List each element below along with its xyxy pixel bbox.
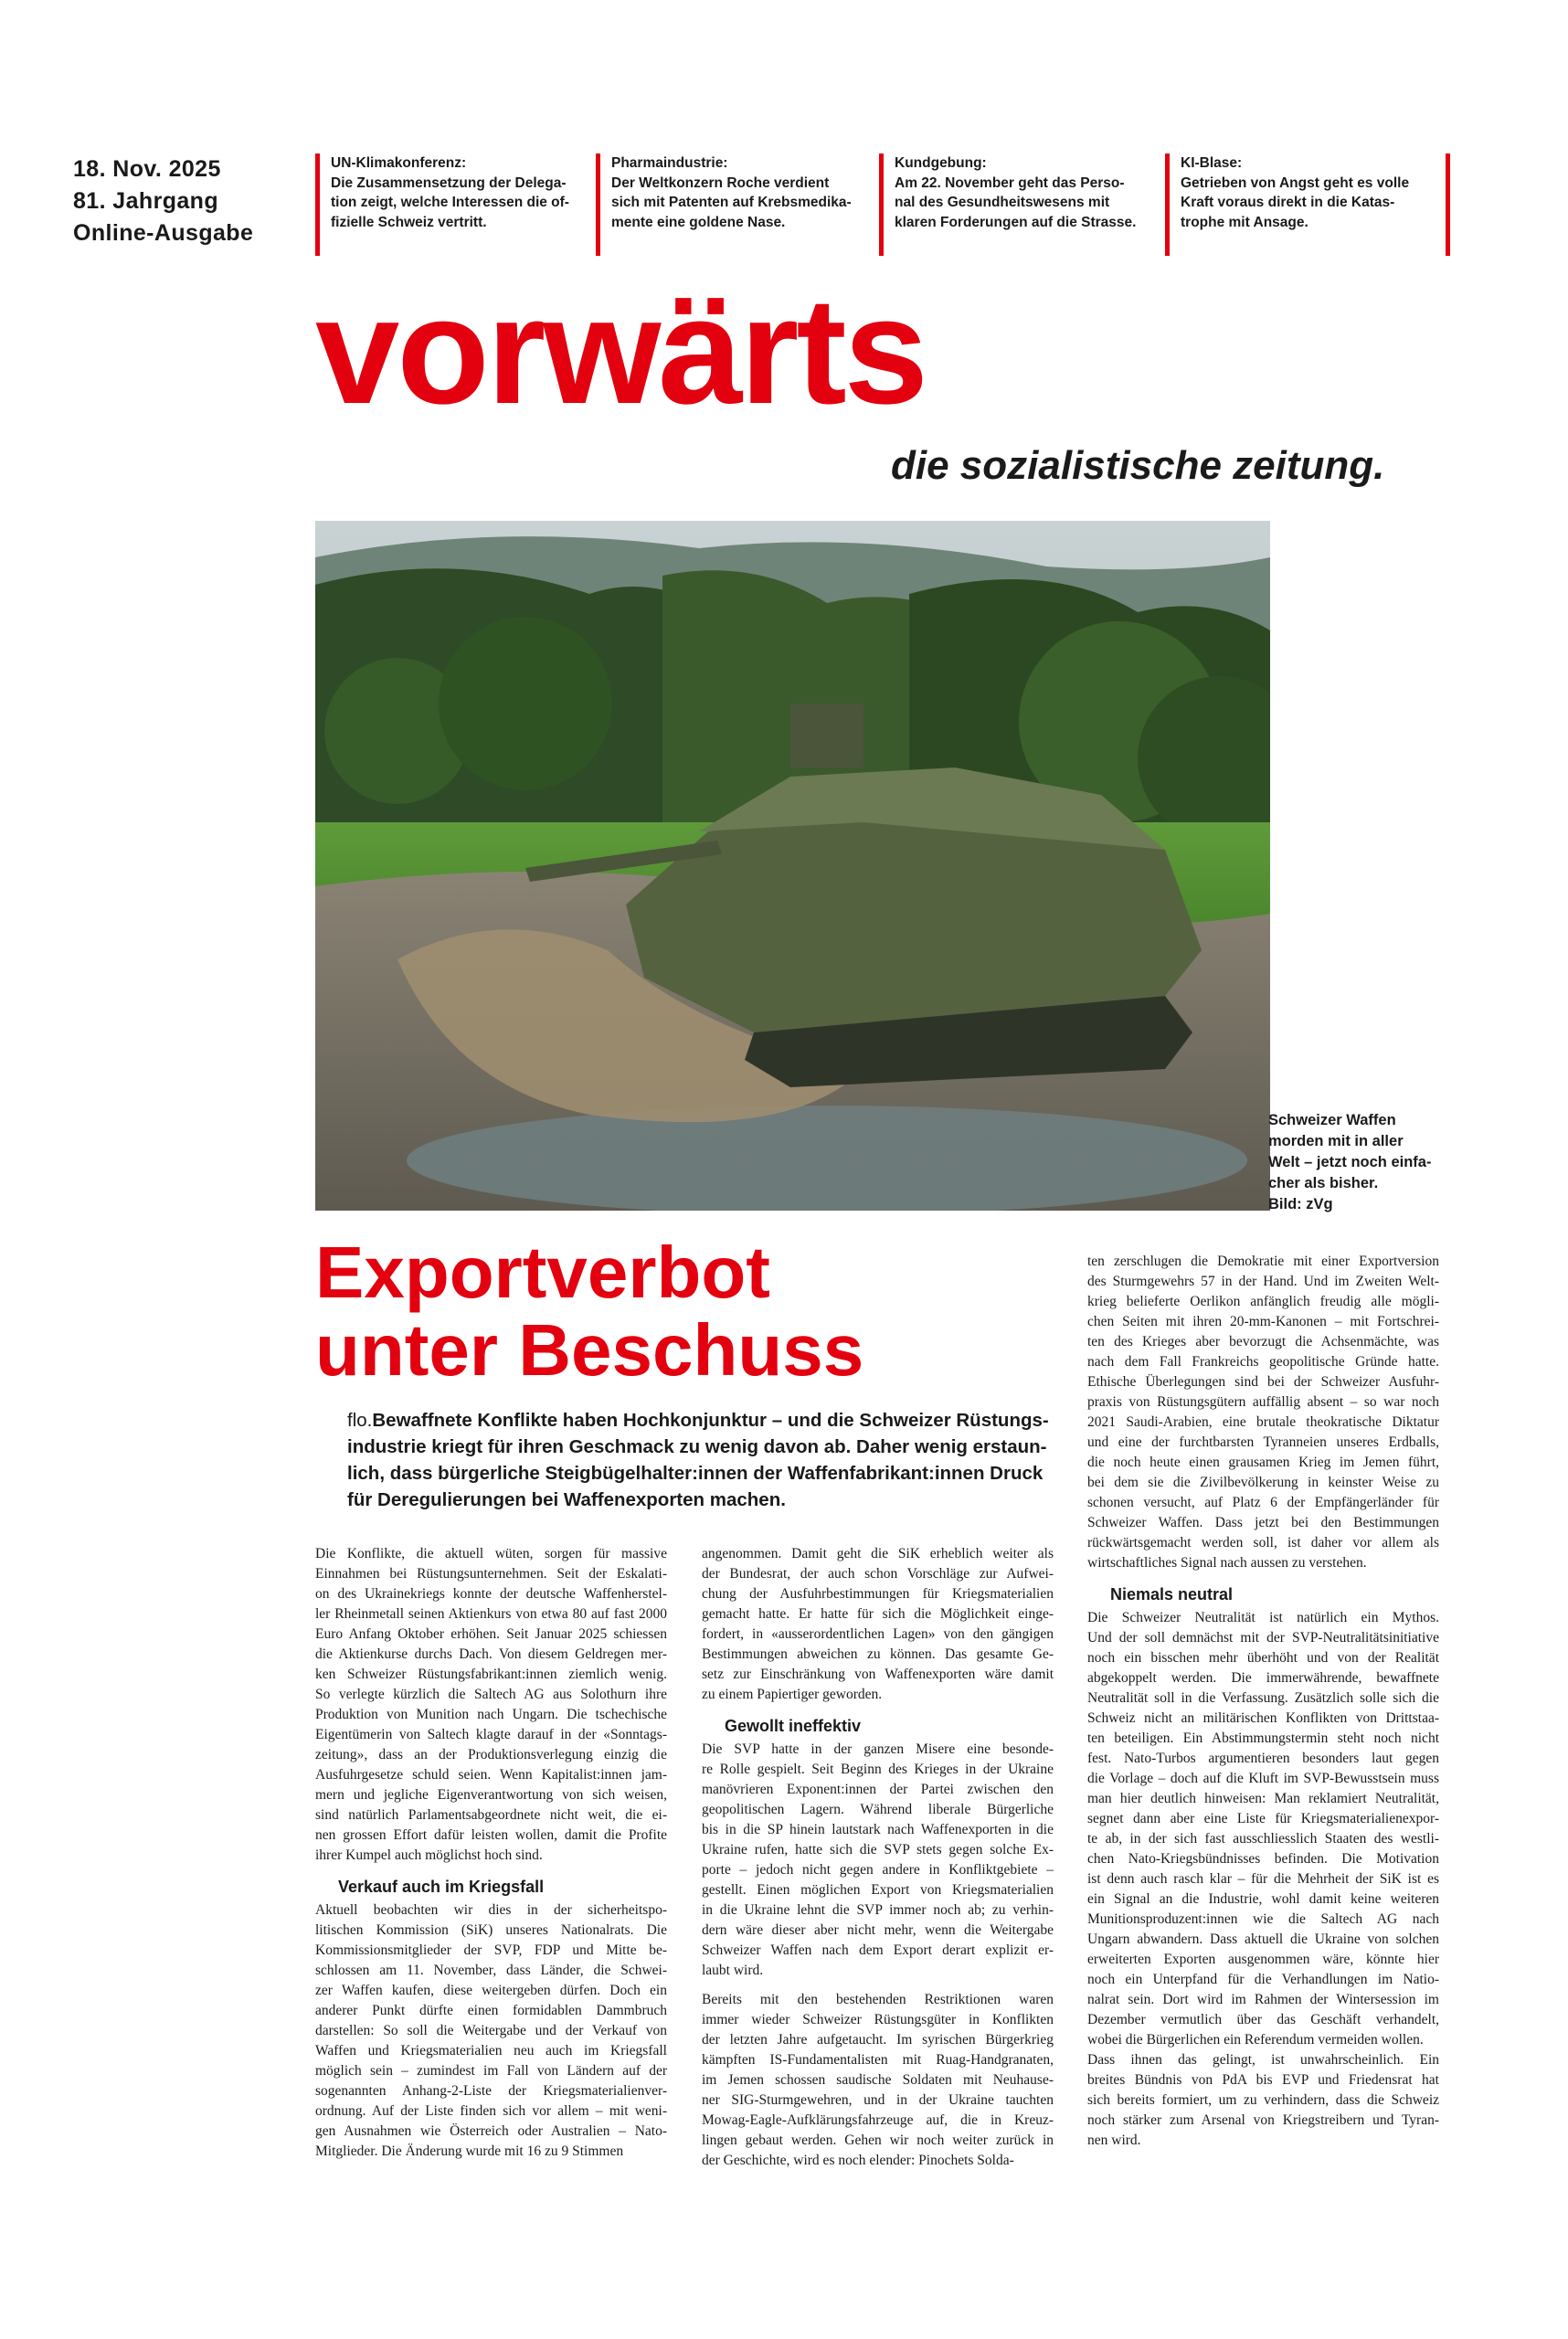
paragraph [702, 1990, 1054, 2171]
teaser-line: klaren Forderungen auf die Strasse. [895, 214, 1137, 230]
paragraph [315, 1900, 667, 2162]
text-line: chen Nato-Kriegsbündnisses befinden. Die Motivation [1087, 1851, 1439, 1867]
text-line: die Vorlage – doch auf die Kluft im SVP-Bewusstsein muss [1087, 1771, 1439, 1786]
text-line: Schweizer Waffen. Dass jetzt bei den Bestimmungen [1087, 1515, 1439, 1530]
text-line: Ausfuhrgesetze schuld seien. Wenn Kapitalist:innen jam- [315, 1767, 667, 1783]
teaser-line: sich mit Patenten auf Krebsmedika- [611, 195, 852, 210]
text-line: Kommissionsmitglieder der SVP, FDP und Mitte be- [315, 1942, 667, 1958]
teaser-line: trophe mit Ansage. [1181, 214, 1308, 230]
text-line: möglich sein – zumindest im Fall von Ländern auf der [315, 2063, 667, 2079]
text-line: fordert, in «ausserordentlichen Lagen» von den gängigen [702, 1626, 1054, 1642]
caption-credit: Bild: zVg [1268, 1196, 1333, 1212]
text-line: gestellt. Einen möglichen Export von Kriegsmaterialien [702, 1882, 1054, 1898]
issue-volume: 81. Jahrgang [73, 188, 219, 214]
text-line: laubt wird. [702, 1963, 764, 1978]
text-line: sich bereits formiert, um zu verhindern, dass die Schweiz [1087, 2092, 1439, 2108]
text-line: der Geschichte, wird es noch elender: Pinochets Solda- [702, 2153, 1014, 2168]
text-line: immer wieder Schweizer Rüstungsgüter in Konflikten [702, 2012, 1054, 2027]
text-line: Schweiz nicht an militärischen Konflikten von Drittstaa- [1087, 1710, 1439, 1726]
text-line: der Bundesrat, der auch schon Vorschläge zur Aufwei- [702, 1566, 1054, 1582]
subheading: Verkauf auch im Kriegsfall [338, 1878, 545, 1896]
teaser-kundgebung[interactable] [879, 153, 1144, 256]
text-line: und eine der furchtbarsten Tyranneien unseres Erdballs, [1087, 1434, 1439, 1450]
text-line: Schweizer Waffen nach dem Export derart explizit er- [702, 1942, 1054, 1958]
photo-caption [1268, 1110, 1469, 1215]
text-line: zeitung», dass an der Produktionsverlegung einzig die [315, 1747, 667, 1762]
text-line: Waffen und Kriegsmaterialien neu auch im Kriegsfall [315, 2043, 667, 2059]
lead-line: lich, dass bürgerliche Steigbügelhalter:innen der Waffenfabrikant:innen Druck [347, 1463, 1044, 1484]
teaser-line: Kraft voraus direkt in die Katas- [1181, 195, 1395, 210]
text-line: mern und jegliche Eigenverantwortung von sich weisen, [315, 1787, 667, 1803]
masthead-tagline: die sozialistische zeitung. [891, 443, 1385, 488]
teaser-line: Die Zusammensetzung der Delega- [331, 175, 567, 191]
text-line: ner SIG-Sturmgewehren, und in der Ukraine tauchten [702, 2092, 1054, 2108]
text-line: Einnahmen bei Rüstungsunternehmen. Seit der Eskalati- [315, 1566, 667, 1582]
text-line: gemacht hatte. Er hatte für sich die Möglichkeit einge- [702, 1606, 1054, 1622]
article-column-1 [315, 1544, 667, 2162]
teaser-title: Kundgebung: [895, 155, 987, 171]
subheading: Niemals neutral [1110, 1585, 1234, 1603]
text-line: chung der Ausfuhrbestimmungen für Kriegsmaterialien [702, 1586, 1054, 1602]
subheading: Gewollt ineffektiv [725, 1717, 862, 1735]
text-line: So verlegte kürzlich die Saltech AG aus Solothurn ihre [315, 1687, 667, 1702]
text-line: die Aktienkurse durchs Dach. Von diesem Geldregen mer- [315, 1646, 667, 1662]
text-line: krieg belieferte Oerlikon anfänglich freudig alle mögli- [1087, 1294, 1439, 1309]
text-line: erweiterten Exporten ausgenommen wäre, könnte hier [1087, 1952, 1439, 1967]
text-line: Euro Anfang Oktober erhöhen. Seit Januar 2025 schiessen [315, 1626, 667, 1642]
teaser-line: mente eine goldene Nase. [611, 214, 786, 230]
paragraph [1087, 2050, 1439, 2151]
headline-line: unter Beschuss [315, 1309, 864, 1391]
text-line: nen wird. [1087, 2133, 1141, 2148]
text-line: bei dem sie die Zivilbevölkerung in keinster Weise zu [1087, 1475, 1439, 1490]
teaser-title: KI-Blase: [1181, 155, 1243, 171]
text-line: lingen gebaut werden. Gehen wir noch weiter zurück in [702, 2133, 1054, 2148]
text-line: 2021 Saudi-Arabien, eine brutale theokratische Diktatur [1087, 1414, 1439, 1430]
article-column-2 [702, 1544, 1054, 2171]
text-line: ten zerschlugen die Demokratie mit einer Exportversion [1087, 1254, 1439, 1269]
text-line: Ungarn abwandern. Dass aktuell die Ukraine von solchen [1087, 1932, 1439, 1947]
text-line: abgekoppelt werden. Die immerwährende, bewaffnete [1087, 1670, 1439, 1686]
paragraph [702, 1740, 1054, 1981]
text-line: dern wäre dieser aber nicht mehr, wenn die Weitergabe [702, 1922, 1054, 1938]
text-line: fest. Nato-Turbos argumentieren besonders laut gegen [1087, 1751, 1439, 1766]
text-line: Produktion von Munition nach Ungarn. Die tschechische [315, 1707, 667, 1722]
paragraph [1087, 1252, 1439, 1573]
text-line: noch ein Unterpfand für die Verhandlungen im Natio- [1087, 1972, 1439, 1987]
tank-photo-illustration [315, 521, 1270, 1211]
lead-line: industrie kriegt für ihren Geschmack zu wenig davon ab. Daher wenig erstaun- [347, 1436, 1047, 1457]
text-line: Dezember vermutlich über das Geschäft verhandelt, [1087, 2012, 1439, 2027]
teaser-line: Der Weltkonzern Roche verdient [611, 175, 830, 191]
text-line: re Rolle gespielt. Seit Beginn des Krieges in der Ukraine [702, 1762, 1054, 1777]
text-line: ist denn auch rasch klar – für die Mehrheit der SiK ist es [1087, 1871, 1439, 1887]
text-line: segnet dann aber eine Liste für Kriegsmaterialienexpor- [1087, 1811, 1439, 1826]
text-line: manövrieren Exponent:innen der Partei zwischen den [702, 1782, 1054, 1797]
text-line: chen Seiten mit ihren 20-mm-Kanonen – mit Fortschrei- [1087, 1314, 1439, 1329]
text-line: nach dem Fall Frankreichs geopolitische Gründe hatte. [1087, 1354, 1439, 1370]
text-line: Mowag-Eagle-Aufklärungsfahrzeuge auf, die in Kreuz- [702, 2112, 1054, 2128]
text-line: zu einem Papiertiger geworden. [702, 1687, 883, 1702]
text-line: Neutralität soll in die Verfassung. Zusätzlich solle sich die [1087, 1690, 1439, 1706]
teaser-line: Am 22. November geht das Perso- [895, 175, 1125, 191]
text-line: ihrer Kumpel auch möglichst hoch sind. [315, 1847, 543, 1863]
tank-photo [315, 521, 1270, 1211]
text-line: gen Ausnahmen wie Österreich oder Australien – Nato- [315, 2123, 667, 2139]
text-line: Die Konflikte, die aktuell wüten, sorgen für massive [315, 1546, 667, 1561]
text-line: te ab, in der sich fast ausschliesslich Staaten des westli- [1087, 1831, 1439, 1847]
teaser-line: fizielle Schweiz vertritt. [331, 214, 487, 230]
text-line: sind natürlich Parlamentsabgeordnete nicht weit, die ei- [315, 1807, 667, 1823]
text-line: nalrat sein. Dort wird im Rahmen der Wintersession im [1087, 1992, 1439, 2007]
caption-line: Welt – jetzt noch einfa- [1268, 1154, 1432, 1170]
text-line: anderer Punkt dürfte einen formidablen Dammbruch [315, 2003, 667, 2018]
text-line: litischen Kommission (SiK) unseres Nationalrats. Die [315, 1922, 667, 1938]
text-line: ein Signal an die Industrie, wohl damit keine weiteren [1087, 1891, 1439, 1907]
lead-line: Bewaffnete Konflikte haben Hochkonjunktur – und die Schweizer Rüstungs- [372, 1410, 1049, 1431]
text-line: noch ein bisschen mehr überhöht und von der Realität [1087, 1650, 1439, 1666]
text-line: rückwärtsgemacht werden soll, ist daher vor allem als [1087, 1535, 1439, 1551]
text-line: ken Schweizer Rüstungsfabrikant:innen ziemlich wenig. [315, 1667, 667, 1682]
text-line: ordnung. Auf der Liste finden sich vor allem – mit weni- [315, 2103, 667, 2119]
text-line: kämpften IS-Fundamentalisten mit Ruag-Handgranaten, [702, 2052, 1054, 2068]
caption-line: Schweizer Waffen [1268, 1112, 1396, 1128]
text-line: setz zur Einschränkung von Waffenexporten wäre damit [702, 1667, 1054, 1682]
text-line: Und der soll demnächst mit der SVP-Neutralitätsinitiative [1087, 1630, 1439, 1646]
paragraph [1087, 1608, 1439, 2050]
text-line: schonen versucht, auf Platz 6 der Empfängerländer für [1087, 1495, 1439, 1510]
text-line: noch stärker zum Arsenal von Kriegstreibern und Tyran- [1087, 2112, 1439, 2128]
text-line: Aktuell beobachten wir dies in der sicherheitspo- [315, 1902, 667, 1918]
teaser-title: Pharmaindustrie: [611, 155, 728, 171]
text-line: der letzten Jahre aufgetaucht. Im syrischen Bürgerkrieg [702, 2032, 1054, 2048]
lead-line: für Deregulierungen bei Waffenexporten machen. [347, 1489, 786, 1510]
caption-line: morden mit in aller [1268, 1133, 1404, 1149]
issue-meta [73, 153, 283, 249]
text-line: nen grossen Effort dafür leisten wollen, damit die Profite [315, 1827, 667, 1843]
text-line: breites Bündnis von PdA bis EVP und Friedensrat hat [1087, 2072, 1439, 2088]
text-line: Die Schweizer Neutralität ist natürlich ein Mythos. [1087, 1610, 1439, 1625]
teaser-title: UN-Klimakonferenz: [331, 155, 467, 171]
text-line: Eigentümerin von Saltech klagte darauf in der «Sonntags- [315, 1727, 667, 1742]
text-line: angenommen. Damit geht die SiK erheblich weiter als [702, 1546, 1054, 1561]
teaser-end-bar [1446, 153, 1450, 256]
text-line: des Sturmgewehrs 57 in der Hand. Und im Zweiten Welt- [1087, 1274, 1439, 1289]
text-line: schlossen am 11. November, dass Länder, die Schwei- [315, 1963, 667, 1978]
article-headline [315, 1233, 863, 1389]
text-line: ler Rheinmetall seinen Aktienkurs von etwa 80 auf fast 2000 [315, 1606, 667, 1622]
text-line: Ethische Überlegungen sind bei der Schweizer Ausfuhr- [1087, 1374, 1439, 1390]
text-line: wirtschaftliches Signal nach aussen zu verstehen. [1087, 1555, 1367, 1571]
paragraph [315, 1544, 667, 1866]
text-line: Munitionsproduzent:innen wie die Saltech AG nach [1087, 1911, 1439, 1927]
teaser-line: nal des Gesundheitswesens mit [895, 195, 1110, 210]
masthead-title: vorwärts [315, 267, 926, 436]
issue-edition: Online-Ausgabe [73, 220, 254, 246]
text-line: ten beteiligen. Ein Abstimmungstermin steht noch nicht [1087, 1730, 1439, 1746]
text-line: porte – jedoch nicht gegen andere in Konfliktgebiete – [702, 1862, 1054, 1878]
text-line: Bereits mit den bestehenden Restriktionen waren [702, 1992, 1054, 2007]
headline-line: Exportverbot [315, 1232, 770, 1313]
teaser-line: tion zeigt, welche Interessen die of- [331, 195, 569, 210]
article-column-3 [1087, 1252, 1439, 2151]
caption-line: cher als bisher. [1268, 1175, 1379, 1191]
issue-date: 18. Nov. 2025 [73, 156, 221, 182]
text-line: darstellen: So soll die Weitergabe und der Verkauf von [315, 2023, 667, 2038]
text-line: ten des Krieges aber bevorzugt die Achsenmächte, was [1087, 1334, 1439, 1349]
text-line: geopolitischen Lagern. Während liberale Bürgerliche [702, 1802, 1054, 1817]
text-line: in die Ukraine lehnt die SVP immer noch ab; zu verhin- [702, 1902, 1054, 1918]
article-lead [347, 1407, 1049, 1513]
text-line: im Jemen schossen saudische Soldaten mit Neuhause- [702, 2072, 1054, 2088]
text-line: praxis von Rüstungsgütern auffällig absent – so war noch [1087, 1394, 1439, 1410]
teaser-ki-blase[interactable] [1165, 153, 1430, 256]
text-line: Dass ihnen das gelingt, ist unwahrscheinlich. Ein [1087, 2052, 1439, 2068]
teaser-line: Getrieben von Angst geht es volle [1181, 175, 1410, 191]
paragraph [702, 1544, 1054, 1705]
teaser-pharmaindustrie[interactable] [596, 153, 861, 256]
teaser-klimakonferenz[interactable] [315, 153, 580, 256]
text-line: Mitglieder. Die Änderung wurde mit 16 zu 9 Stimmen [315, 2143, 624, 2159]
text-line: wobei die Bürgerlichen ein Referendum vermeiden wollen. [1087, 2032, 1424, 2048]
text-line: on des Ukrainekriegs konnte der deutsche Waffenherstel- [315, 1586, 667, 1602]
text-line: Die SVP hatte in der ganzen Misere eine besonde- [702, 1741, 1054, 1757]
text-line: zer Waffen kaufen, diese weitergeben dürfen. Doch ein [315, 1983, 667, 1998]
text-line: sogenannten Anhang-2-Liste der Kriegsmaterialienver- [315, 2083, 667, 2099]
text-line: bis in die SP hinein lautstark nach Waffenexporten in die [702, 1822, 1054, 1837]
text-line: Ukraine rufen, hatte sich die SVP stets gegen solche Ex- [702, 1842, 1054, 1857]
author-initials: flo. [347, 1410, 373, 1431]
text-line: man hier deutlich hinweisen: Man reklamiert Neutralität, [1087, 1791, 1439, 1806]
text-line: die noch heute einen grausamen Krieg im Jemen führt, [1087, 1455, 1439, 1470]
text-line: Bestimmungen abweichen zu können. Das gesamte Ge- [702, 1646, 1054, 1662]
